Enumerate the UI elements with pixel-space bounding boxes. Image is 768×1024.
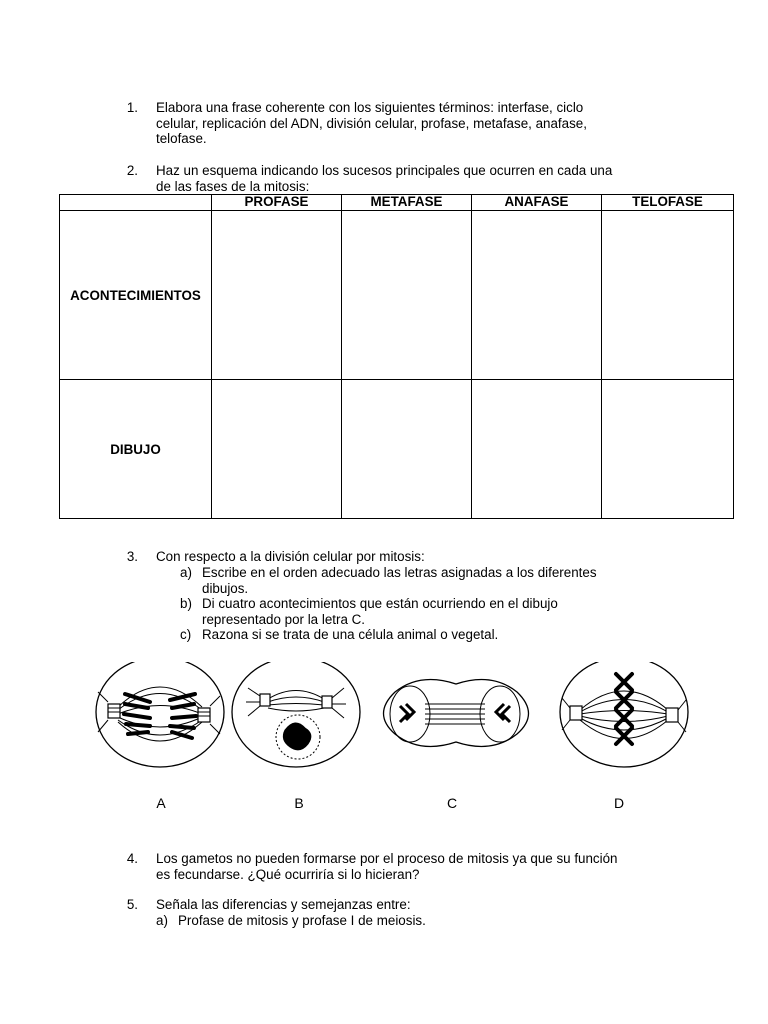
question-4 xyxy=(118,851,698,883)
item-a-letter: a) xyxy=(180,565,192,580)
item-c-letter: c) xyxy=(180,627,192,642)
cell-a-drawing xyxy=(96,662,224,767)
figure-label-c: C xyxy=(446,795,458,811)
figure-label-d: D xyxy=(613,795,625,811)
item-c-line-1: Razona si se trata de una célula animal o vegetal. xyxy=(202,627,499,642)
table-row-dibujo xyxy=(60,380,734,519)
item-a-line-2: dibujos. xyxy=(202,580,249,596)
question-2-line-2: de las fases de la mitosis: xyxy=(156,178,310,194)
q5-item-a-letter: a) xyxy=(156,913,168,928)
header-profase: PROFASE xyxy=(212,195,342,211)
question-4-number: 4. xyxy=(126,851,138,866)
item-b-line-1: Di cuatro acontecimientos que están ocurriendo en el dibujo xyxy=(202,596,558,611)
cell-acontecimientos-anafase[interactable] xyxy=(472,211,602,380)
question-5-number: 5. xyxy=(126,897,138,912)
row-label-acontecimientos: ACONTECIMIENTOS xyxy=(60,211,212,380)
cell-acontecimientos-profase[interactable] xyxy=(212,211,342,380)
question-1-line-1: Elabora una frase coherente con los siguientes términos: interfase, ciclo xyxy=(156,100,584,115)
question-3 xyxy=(118,549,698,644)
cell-acontecimientos-metafase[interactable] xyxy=(342,211,472,380)
table-row-acontecimientos xyxy=(60,211,734,380)
cell-dibujo-telofase[interactable] xyxy=(602,380,734,519)
cell-b-drawing xyxy=(232,662,360,767)
question-1 xyxy=(118,100,678,148)
question-2-number: 2. xyxy=(126,163,138,178)
question-5-intro: Señala las diferencias y semejanzas entre: xyxy=(156,897,411,912)
item-b-line-2: representado por la letra C. xyxy=(202,611,366,627)
item-a-line-1: Escribe en el orden adecuado las letras asignadas a los diferentes xyxy=(202,565,597,580)
cell-dibujo-profase[interactable] xyxy=(212,380,342,519)
question-1-number: 1. xyxy=(126,100,138,115)
mitosis-phases-table xyxy=(59,194,734,519)
cell-dibujo-anafase[interactable] xyxy=(472,380,602,519)
question-1-line-3: telofase. xyxy=(156,131,207,146)
header-metafase: METAFASE xyxy=(342,195,472,211)
header-empty xyxy=(60,195,212,211)
header-telofase: TELOFASE xyxy=(602,195,734,211)
figure-label-b: B xyxy=(294,795,304,811)
question-1-line-2: celular, replicación del ADN, división celular, profase, metafase, anafase, xyxy=(156,115,587,131)
cell-acontecimientos-telofase[interactable] xyxy=(602,211,734,380)
question-3-intro: Con respecto a la división celular por mitosis: xyxy=(156,549,425,564)
row-label-dibujo: DIBUJO xyxy=(60,380,212,519)
cell-dibujo-metafase[interactable] xyxy=(342,380,472,519)
cell-d-drawing xyxy=(560,662,688,767)
figure-label-a: A xyxy=(156,795,166,811)
question-4-line-1: Los gametos no pueden formarse por el proceso de mitosis ya que su función xyxy=(156,851,618,866)
question-5 xyxy=(118,897,698,929)
table-header-row xyxy=(60,195,734,211)
question-2 xyxy=(118,163,678,195)
cell-c-drawing xyxy=(384,680,529,747)
header-anafase: ANAFASE xyxy=(472,195,602,211)
question-2-line-1: Haz un esquema indicando los sucesos principales que ocurren en cada una xyxy=(156,163,613,178)
question-4-line-2: es fecundarse. ¿Qué ocurriría si lo hicieran? xyxy=(156,866,420,882)
q5-item-a-line-1: Profase de mitosis y profase I de meiosis. xyxy=(178,913,426,928)
question-3-number: 3. xyxy=(126,549,138,564)
item-b-letter: b) xyxy=(180,596,192,611)
